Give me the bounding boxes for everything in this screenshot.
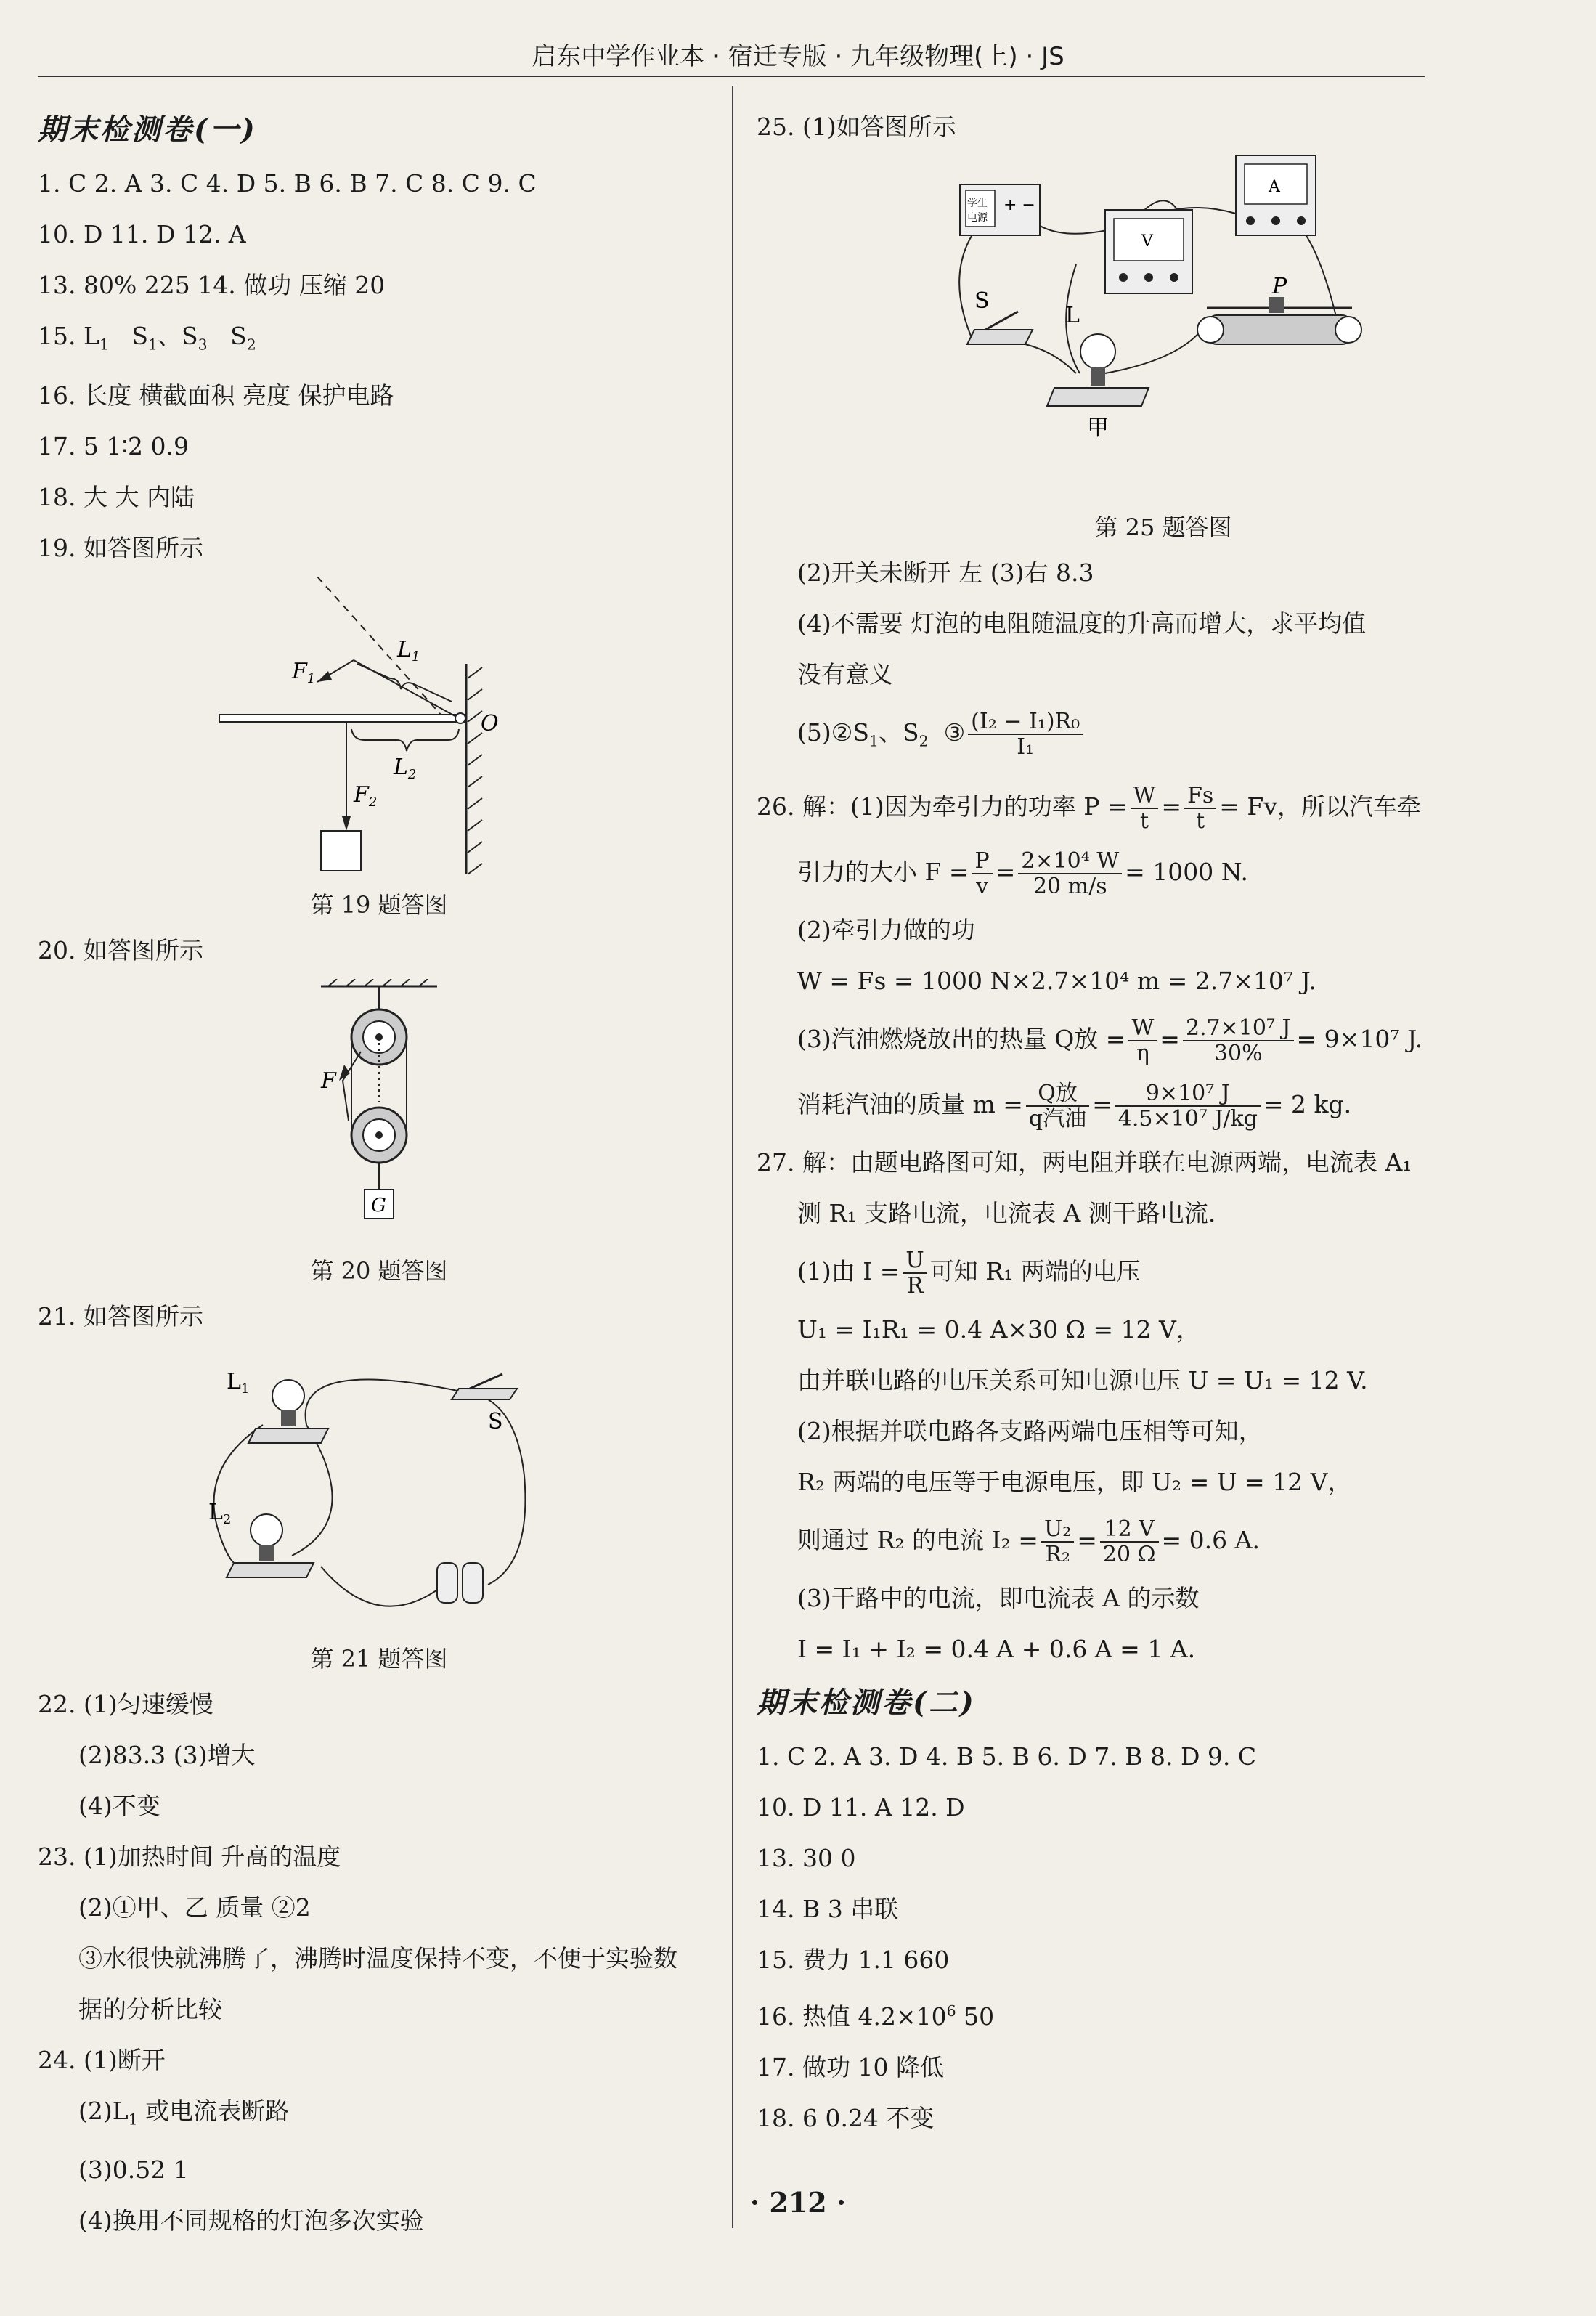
header-rule [38,76,1425,77]
switch-s [967,312,1033,344]
s-label: S [488,1408,503,1434]
answer-line: 25. (1)如答图所示 [757,113,956,141]
q26-line4: W = Fs = 1000 N×2.7×10⁴ m = 2.7×10⁷ J. [797,966,1316,995]
answer-line: 15. 费力 1.1 660 [757,1945,950,1974]
caption-20: 第 20 题答图 [310,1256,448,1285]
answer-line: (4)换用不同规格的灯泡多次实验 [78,2206,424,2235]
q27-line9: (3)干路中的电流，即电流表 A 的示数 [797,1583,1200,1612]
answer-line: 据的分析比较 [78,1994,222,2023]
o-label: O [481,710,499,736]
answer-line: 18. 6 0.24 不变 [757,2103,935,2132]
bulb-l [1047,334,1149,406]
answer-line-16: 16. 热值 $4.2\times 10^6$ 50 [757,2002,995,2031]
q26-line5: (3)汽油燃烧放出的热量 Q放 = $\frac{W}{\eta}$ = $\frac{\text{2.7×10⁷ J}}{30\%}$ = 9×10⁷ J. [797,1015,1423,1066]
l2-label: $L_2$ [208,1499,232,1527]
answer-line: 21. 如答图所示 [38,1301,203,1330]
caption-19: 第 19 题答图 [310,890,448,919]
q26-line2: 引力的大小 F = $\frac{P}{v}$ = $\frac{\text{2×10⁴ W}}{20 m/s}$ = 1000 N. [797,848,1249,899]
answer-line-24-2: $(2)L_1$ 或电流表断路 [78,2096,290,2129]
svg-text:电源: 电源 [967,212,988,224]
answer-line: (2)开关未断开 左 (3)右 8.3 [797,558,1094,587]
right-column [757,102,1570,2144]
caption-21: 第 21 题答图 [310,1644,448,1673]
q27-line10: I = I₁ + I₂ = 0.4 A + 0.6 A = 1 A. [797,1634,1196,1663]
q27-line3: (1)由 I = $\frac{U}{R}$ 可知 R₁ 两端的电压 [797,1247,1141,1299]
q26-line3: (2)牵引力做的功 [797,915,975,944]
p-label: P [1272,274,1287,299]
page-header: 启东中学作业本 · 宿迁专版 · 九年级物理(上) · JS [532,42,1064,71]
jia-label: 甲 [1087,415,1109,441]
f-label: F [321,1068,336,1094]
s-label: S [974,288,990,314]
q26-line6: 消耗汽油的质量 m = $\frac{\text{Q放}}{\text{q汽油}}$ = $\frac{\text{9×10⁷ J}}{\text{4.5×10⁷ J/kg}}$ = 2 kg. [797,1080,1352,1131]
battery [437,1563,483,1603]
f2-label: $F_2$ [354,781,378,810]
answer-line: 24. (1)断开 [38,2045,166,2074]
caption-25: 第 25 题答图 [1094,513,1232,541]
answer-line: 23. (1)加热时间 升高的温度 [38,1842,341,1871]
answer-line-15: 15. $L_1$ $S_1$、$S_3$ $S_2$ [38,322,256,354]
power-supply [960,184,1040,235]
answer-line: 13. 30 0 [757,1843,856,1872]
l-label: L [1065,303,1080,328]
q27-line6: (2)根据并联电路各支路两端电压相等可知， [797,1416,1263,1445]
answer-line: (2)①甲、乙 质量 ②2 [78,1893,311,1922]
answer-line: 17. 做功 10 降低 [757,2052,944,2081]
answer-line: 22. (1)匀速缓慢 [38,1689,213,1718]
column-divider [732,86,733,2228]
answer-line: (4)不变 [78,1791,160,1820]
left-column [38,102,720,2246]
answer-line: 18. 大 大 内陆 [38,482,195,511]
answer-line: 1. C 2. A 3. D 4. B 5. B 6. D 7. B 8. D 9. C [757,1742,1257,1771]
answer-line: ③水很快就沸腾了，沸腾时温度保持不变，不便于实验数 [78,1943,677,1972]
bulb-l1 [248,1380,328,1443]
f1-label: $F_1$ [292,658,316,686]
answer-line: 10. D 11. A 12. D [757,1792,965,1821]
q26-line1: 26. 解：(1)因为牵引力的功率 P = $\frac{W}{t}$ = $\frac{Fs}{t}$ = Fv，所以汽车牵 [757,782,1421,834]
g-label: G [371,1194,386,1216]
answer-line: 1. C 2. A 3. C 4. D 5. B 6. B 7. C 8. C 9. C [38,169,537,198]
switch-s [452,1374,517,1399]
svg-text:A: A [1269,178,1280,196]
answer-line: 19. 如答图所示 [38,533,203,562]
rheostat [1197,297,1361,344]
l1-label: $L_1$ [227,1368,250,1397]
q27-line1: 27. 解：由题电路图可知，两电阻并联在电源两端，电流表 A₁ [757,1147,1412,1177]
q27-line8: 则通过 R₂ 的电流 I₂ = $\frac{\text{U₂}}{\text{R₂}}$ = $\frac{12 V}{20 \Omega}$ = 0.6 A. [797,1516,1260,1567]
svg-text:学生: 学生 [967,198,988,209]
figure-25-circuit [945,155,1381,504]
l2-label: $L_2$ [394,754,417,782]
page-number: · 212 · [749,2186,847,2219]
q27-line2: 测 R₁ 支路电流，电流表 A 测干路电流. [797,1198,1216,1227]
section-title-2: 期末检测卷(二) [757,1685,976,1720]
answer-line-25-5: $(5)②S_1$、$S_2$ ③ $\frac{\text{(I₂ − I₁)R₀}}{\text{I₁}}$ [757,700,1570,774]
q27-line4: U₁ = I₁R₁ = 0.4 A×30 Ω = 12 V， [797,1315,1200,1344]
q27-line5: 由并联电路的电压关系可知电源电压 U = U₁ = 12 V. [797,1365,1368,1394]
figure-19-lever [219,577,539,882]
ammeter [1236,155,1316,235]
answer-line: 16. 长度 横截面积 亮度 保护电路 [38,381,394,410]
answer-line: (4)不需要 灯泡的电阻随温度的升高而增大，求平均值 [797,609,1367,638]
section-title-1: 期末检测卷(一) [38,113,257,147]
figure-21-circuit [176,1345,582,1636]
answer-line: 20. 如答图所示 [38,935,203,964]
answer-line: 没有意义 [797,660,893,688]
answer-line: 17. 5 1∶2 0.9 [38,431,190,460]
answer-line: (2)83.3 (3)增大 [78,1740,256,1769]
answer-line: 14. B 3 串联 [757,1894,899,1923]
l1-label: $L_1$ [397,636,420,665]
voltmeter [1105,210,1192,293]
svg-text:V: V [1141,232,1153,251]
q27-line7: R₂ 两端的电压等于电源电压，即 U₂ = U = 12 V， [797,1467,1352,1496]
answer-line: (3)0.52 1 [78,2155,189,2185]
answer-line: 10. D 11. D 12. A [38,220,246,248]
svg-text:+ −: + − [1003,196,1035,214]
bulb-l2 [227,1514,314,1577]
figure-20-pulley [292,979,466,1248]
answer-line: 13. 80% 225 14. 做功 压缩 20 [38,271,386,299]
